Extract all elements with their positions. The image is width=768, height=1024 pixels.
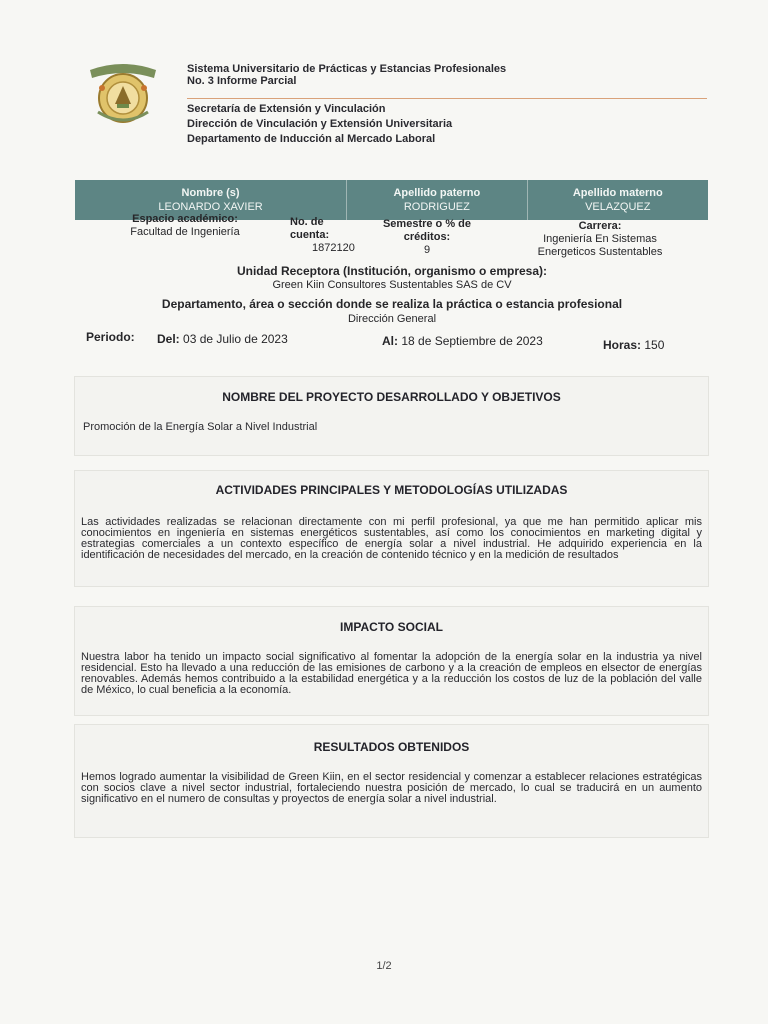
periodo-al-value: 18 de Septiembre de 2023: [401, 334, 543, 348]
section-proyecto-title: NOMBRE DEL PROYECTO DESARROLLADO Y OBJETIVOS: [222, 390, 561, 404]
semestre-creditos: [372, 218, 482, 257]
periodo-horas: [603, 338, 664, 352]
section-resultados-title: RESULTADOS OBTENIDOS: [313, 740, 470, 754]
section-impacto-text: Nuestra labor ha tenido un impacto social significativo al fomentar la adopción de la energía solar en la industria ya nivel residencial. Esto ha llevado a una reducción de las emisiones de carbono y a la creación de empleos en elsector de energías renovables. Además hemos contribuido a la estabilidad energética y a la reducción los costos de luz de la población del valle de México, lo cual beneficia a la economía.: [81, 651, 702, 696]
section-actividades-text: Las actividades realizadas se relacionan directamente con mi perfil profesional, ya que me han permitido aplicar mis conocimientos en ingeniería en sistemas energéticos sustentables, así como los conocimientos en marketing digital y estrategias comerciales a un contexto específico de energía solar a nivel industrial. He adquirido experiencia en la identificación de necesidades del mercado, en la creación de contenido técnico y en la medición de resultados: [81, 516, 702, 561]
section-impacto: [74, 606, 709, 716]
header-secretaria: Secretaría de Extensión y Vinculación: [187, 103, 386, 115]
apellido-paterno-value: RODRIGUEZ: [403, 201, 470, 213]
espacio-value: Facultad de Ingeniería: [130, 226, 240, 238]
periodo-al-label: Al:: [382, 334, 398, 348]
semestre-label-1: Semestre o % de: [382, 218, 472, 230]
nombre-value: LEONARDO XAVIER: [158, 201, 263, 213]
section-resultados-text: Hemos logrado aumentar la visibilidad de Green Kiin, en el sector residencial y comenzar a establecer relaciones estratégicas con socios clave a nivel sector industrial, fortaleciendo nuestra posición de mercado, lo cual se traducirá en un aumento significativo en el numero de consultas y proyectos de energía solar a nivel industrial.: [81, 771, 702, 805]
departamento-label: Departamento, área o sección donde se realiza la práctica o estancia profesional: [161, 297, 623, 311]
header-divider: [187, 98, 707, 99]
section-actividades: [74, 470, 709, 587]
espacio-academico: [100, 213, 270, 239]
carrera-value-2: Energeticos Sustentables: [537, 246, 663, 258]
horas-value: 150: [644, 338, 665, 352]
periodo-del: [157, 332, 288, 346]
departamento-practica: [0, 297, 768, 325]
section-resultados: [74, 724, 709, 838]
university-seal-icon: [84, 58, 162, 130]
nombre-label: Nombre (s): [181, 187, 240, 199]
numero-cuenta: [290, 216, 360, 255]
unidad-value: Green Kiin Consultores Sustentables SAS de CV: [272, 279, 512, 291]
cuenta-label-1: No. de: [290, 216, 324, 228]
apellido-paterno-cell: [347, 180, 527, 220]
carrera: [520, 220, 680, 259]
section-proyecto-text: Promoción de la Energía Solar a Nivel Industrial: [83, 421, 318, 433]
header-departamento: Departamento de Inducción al Mercado Laboral: [187, 133, 436, 145]
unidad-label: Unidad Receptora (Institución, organismo o empresa):: [236, 264, 548, 278]
section-impacto-title: IMPACTO SOCIAL: [340, 620, 443, 634]
periodo-del-value: 03 de Julio de 2023: [183, 332, 288, 346]
unidad-receptora: [0, 264, 768, 291]
departamento-value: Dirección General: [347, 313, 437, 325]
page-number: 1/2: [376, 960, 392, 972]
cuenta-value: 1872120: [312, 242, 355, 254]
periodo-label: Periodo:: [86, 330, 135, 344]
semestre-label-2: créditos:: [403, 231, 451, 243]
periodo-al: [382, 334, 543, 348]
carrera-value-1: Ingeniería En Sistemas: [543, 233, 657, 245]
periodo-del-label: Del:: [157, 332, 180, 346]
horas-label: Horas:: [603, 338, 642, 352]
carrera-label: Carrera:: [578, 220, 622, 232]
header-report-number: No. 3 Informe Parcial: [187, 75, 297, 87]
cuenta-label-2: cuenta:: [290, 229, 330, 241]
apellido-materno-label: Apellido materno: [572, 187, 663, 199]
semestre-value: 9: [423, 244, 431, 256]
apellido-materno-cell: [528, 180, 708, 220]
apellido-paterno-label: Apellido paterno: [393, 187, 481, 199]
espacio-label: Espacio académico:: [132, 213, 238, 225]
header-system-title: Sistema Universitario de Prácticas y Estancias Profesionales: [187, 63, 507, 75]
apellido-materno-value: VELAZQUEZ: [585, 201, 651, 213]
section-proyecto: [74, 376, 709, 456]
header-direccion: Dirección de Vinculación y Extensión Universitaria: [187, 118, 453, 130]
section-actividades-title: ACTIVIDADES PRINCIPALES Y METODOLOGÍAS UTILIZADAS: [215, 483, 568, 497]
